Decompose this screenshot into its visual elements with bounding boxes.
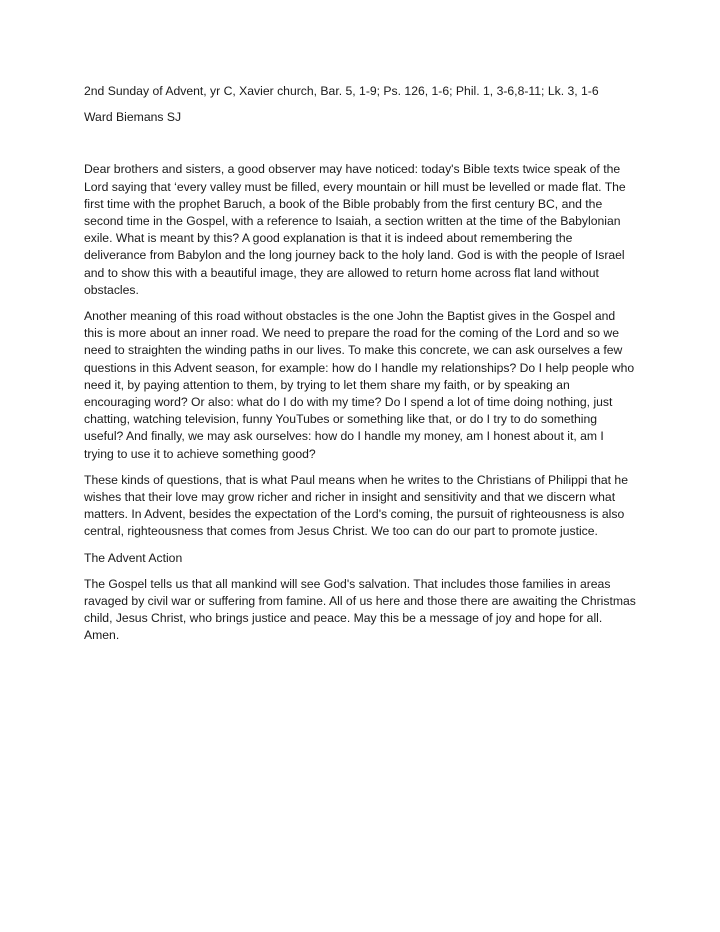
paragraph-3: These kinds of questions, that is what Paul means when he writes to the Christians of Philippi that he wishes that their love may grow richer and richer in insight and sensitivity and that we discern what matters. In Advent, besides the expectation of the Lord's coming, the pursuit of righteousness is also central, righteousness that comes from Jesus Christ. We too can do our part to promote justice. <box>84 472 628 539</box>
section-heading: The Advent Action <box>84 550 183 565</box>
document-author: Ward Biemans SJ <box>84 110 182 125</box>
paragraph-1: Dear brothers and sisters, a good observer may have noticed: today's Bible texts twice speak of the Lord saying that ‘every valley must be filled, every mountain or hill must be levelled or made flat. The first time with the prophet Baruch, a book of the Bible probably from the first century BC, and the second time in the Gospel, with a reference to Isaiah, a section written at the time of the Babylonian exile. What is meant by this? A good explanation is that it is indeed about remembering the deliverance from Babylon and the long journey back to the holy land. God is with the people of Israel and to show this with a beautiful image, they are allowed to return home across flat land without obstacles. <box>84 162 626 297</box>
paragraph-2: Another meaning of this road without obstacles is the one John the Baptist gives in the Gospel and this is more about an inner road. We need to prepare the road for the coming of the Lord and so we need to straighten the winding paths in our lives. To make this concrete, we can ask ourselves a few questions in this Advent season, for example: how do I handle my relationships? Do I help people who need it, by paying attention to them, by trying to let them share my faith, or by speaking an encouraging word? Or also: what do I do with my time? Do I spend a lot of time doing nothing, just chatting, watching television, funny YouTubes or something like that, or do I try to do something useful? And finally, we may ask ourselves: how do I handle my money, am I honest about it, am I trying to use it to achieve something good? <box>84 309 635 461</box>
document-heading: 2nd Sunday of Advent, yr C, Xavier church, Bar. 5, 1-9; Ps. 126, 1-6; Phil. 1, 3-6,8-11; Lk. 3, 1-6 <box>84 84 599 98</box>
closing-paragraph: The Gospel tells us that all mankind will see God's salvation. That includes those families in areas ravaged by civil war or suffering from famine. All of us here and those there are awaiting the Christmas child, Jesus Christ, who brings justice and peace. May this be a message of joy and hope for all. Amen. <box>84 576 636 643</box>
document-body <box>84 83 636 654</box>
